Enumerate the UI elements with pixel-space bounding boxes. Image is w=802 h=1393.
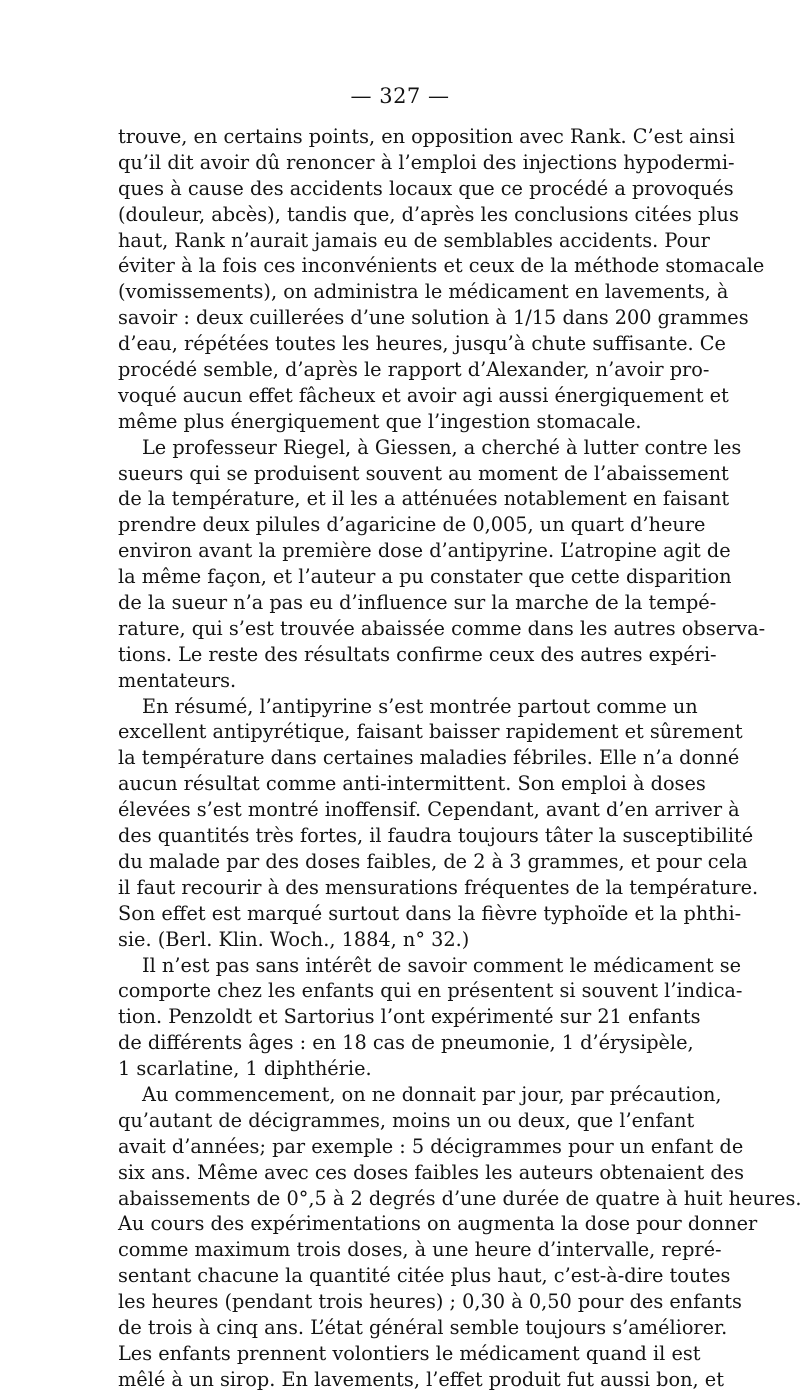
text-line: Son effet est marqué surtout dans la fièvre typhoïde et la phthi- — [118, 901, 742, 925]
text-line: de différents âges : en 18 cas de pneumonie, 1 d’érysipèle, — [118, 1031, 694, 1055]
body-text — [118, 124, 802, 1393]
text-line: qu’il dit avoir dû renoncer à l’emploi des injections hypodermi- — [118, 150, 735, 174]
text-line: tions. Le reste des résultats confirme ceux des autres expéri- — [118, 642, 717, 666]
page-number: — 327 — — [350, 84, 450, 108]
text-line: élevées s’est montré inoffensif. Cependant, avant d’en arriver à — [118, 798, 740, 822]
text-line: abaissements de 0°,5 à 2 degrés d’une durée de quatre à huit heures. — [118, 1186, 802, 1210]
text-line: Les enfants prennent volontiers le médicament quand il est — [118, 1341, 701, 1365]
text-line: sie. (Berl. Klin. Woch., 1884, n° 32.) — [118, 927, 470, 951]
text-line: du malade par des doses faibles, de 2 à 3 grammes, et pour cela — [118, 849, 748, 873]
text-line: sueurs qui se produisent souvent au moment de l’abaissement — [118, 461, 729, 485]
text-line: six ans. Même avec ces doses faibles les auteurs obtenaient des — [118, 1160, 744, 1184]
text-line: voqué aucun effet fâcheux et avoir agi aussi énergiquement et — [118, 383, 729, 407]
text-line: de la température, et il les a atténuées notablement en faisant — [118, 487, 730, 511]
text-line: la même façon, et l’auteur a pu constater que cette disparition — [118, 565, 732, 589]
text-line: de trois à cinq ans. L’état général semble toujours s’améliorer. — [118, 1315, 728, 1339]
text-line: la température dans certaines maladies fébriles. Elle n’a donné — [118, 746, 740, 770]
text-line: qu’autant de décigrammes, moins un ou deux, que l’enfant — [118, 1108, 695, 1132]
text-line: mentateurs. — [118, 668, 237, 692]
text-line: 1 scarlatine, 1 diphthérie. — [118, 1057, 372, 1081]
text-line: rature, qui s’est trouvée abaissée comme dans les autres observa- — [118, 616, 766, 640]
text-line: savoir : deux cuillerées d’une solution à 1/15 dans 200 grammes — [118, 306, 749, 330]
text-line: tion. Penzoldt et Sartorius l’ont expérimenté sur 21 enfants — [118, 1005, 701, 1029]
text-line: il faut recourir à des mensurations fréquentes de la température. — [118, 875, 759, 899]
text-line: mêlé à un sirop. En lavements, l’effet produit fut aussi bon, et — [118, 1367, 724, 1391]
text-line: les heures (pendant trois heures) ; 0,30 à 0,50 pour des enfants — [118, 1290, 742, 1314]
paragraph-first-line: En résumé, l’antipyrine s’est montrée partout comme un — [142, 694, 698, 718]
text-line: avait d’années; par exemple : 5 décigrammes pour un enfant de — [118, 1134, 744, 1158]
text-line: comporte chez les enfants qui en présentent si souvent l’indica- — [118, 979, 743, 1003]
paragraph-first-line: Il n’est pas sans intérêt de savoir comment le médicament se — [142, 953, 742, 977]
text-line: comme maximum trois doses, à une heure d’intervalle, repré- — [118, 1238, 722, 1262]
text-line: Au cours des expérimentations on augmenta la dose pour donner — [118, 1212, 758, 1236]
text-line: haut, Rank n’aurait jamais eu de semblables accidents. Pour — [118, 228, 710, 252]
text-line: environ avant la première dose d’antipyrine. L’atropine agit de — [118, 539, 731, 563]
text-line: aucun résultat comme anti-intermittent. Son emploi à doses — [118, 772, 706, 796]
paragraph-first-line: Au commencement, on ne donnait par jour, par précaution, — [142, 1082, 722, 1106]
text-line: procédé semble, d’après le rapport d’Alexander, n’avoir pro- — [118, 358, 710, 382]
text-line: excellent antipyrétique, faisant baisser rapidement et sûrement — [118, 720, 743, 744]
paragraph-first-line: Le professeur Riegel, à Giessen, a cherché à lutter contre les — [142, 435, 742, 459]
text-line: sentant chacune la quantité citée plus haut, c’est-à-dire toutes — [118, 1264, 731, 1288]
text-line: des quantités très fortes, il faudra toujours tâter la susceptibilité — [118, 824, 754, 848]
text-line: (douleur, abcès), tandis que, d’après les conclusions citées plus — [118, 202, 739, 226]
text-line: d’eau, répétées toutes les heures, jusqu’à chute suffisante. Ce — [118, 332, 726, 356]
text-line: de la sueur n’a pas eu d’influence sur la marche de la tempé- — [118, 591, 717, 615]
text-line: trouve, en certains points, en opposition avec Rank. C’est ainsi — [118, 125, 735, 148]
text-line: même plus énergiquement que l’ingestion stomacale. — [118, 409, 642, 433]
text-line: (vomissements), on administra le médicament en lavements, à — [118, 280, 729, 304]
text-line: ques à cause des accidents locaux que ce procédé a provoqués — [118, 176, 734, 200]
text-line: éviter à la fois ces inconvénients et ceux de la méthode stomacale — [118, 254, 765, 278]
text-line: prendre deux pilules d’agaricine de 0,005, un quart d’heure — [118, 513, 706, 537]
